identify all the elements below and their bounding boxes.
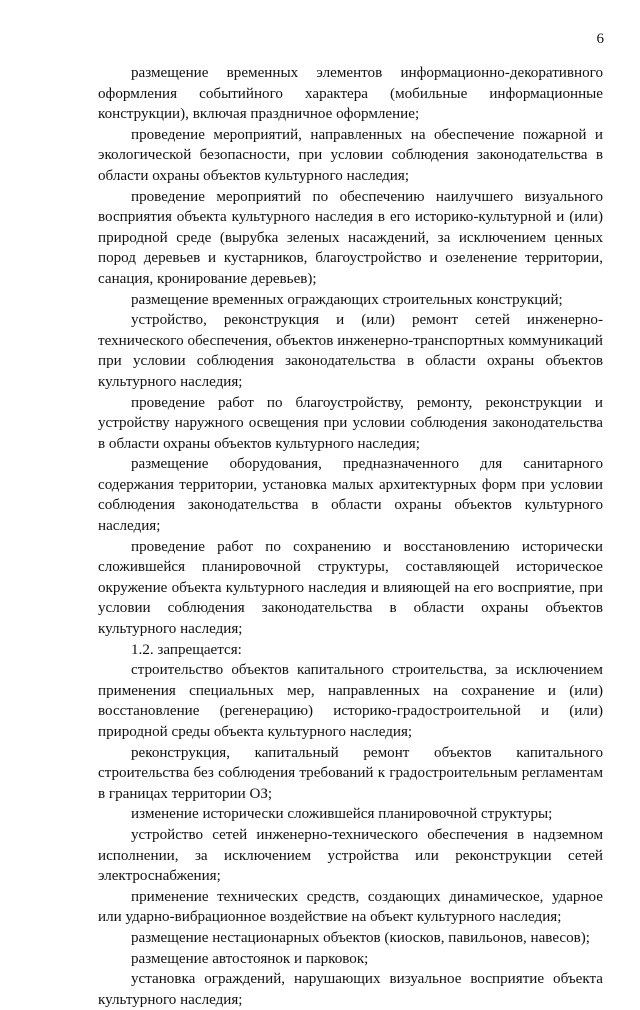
- paragraph: проведение мероприятий, направленных на обеспечение пожарной и экологической безопасности, при условии соблюдения законодательства в области охраны объектов культурного наследия;: [98, 126, 603, 184]
- paragraph: размещение временных элементов информационно-декоративного оформления событийного характера (мобильные информационные конструкции), включая праздничное оформление;: [98, 65, 603, 123]
- paragraph: устройство сетей инженерно-технического обеспечения в надземном исполнении, за исключением устройства или реконструкции сетей электроснабжения;: [98, 826, 603, 885]
- paragraph: изменение исторически сложившейся планировочной структуры;: [131, 806, 553, 823]
- paragraph: размещение автостоянок и парковок;: [131, 950, 369, 967]
- paragraph: применение технических средств, создающих динамическое, ударное или ударно-вибрационное воздействие на объект культурного наследия;: [98, 888, 603, 926]
- paragraph: проведение мероприятий по обеспечению наилучшего визуального восприятия объекта культурного наследия в его историко-культурной и (или) природной среде (вырубка зеленых насаждений, за исключением ценных пород деревьев и кустарников, благоустройство и озеленение территории, санация, кронирование деревьев);: [98, 188, 603, 287]
- paragraph: устройство, реконструкция и (или) ремонт сетей инженерно-технического обеспечения, объектов инженерно-транспортных коммуникаций при условии соблюдения законодательства в области охраны объектов культурного наследия;: [98, 312, 603, 390]
- paragraph: размещение нестационарных объектов (киосков, павильонов, навесов);: [131, 929, 590, 946]
- paragraph: реконструкция, капитальный ремонт объектов капитального строительства без соблюдения требований к градостроительным регламентам в границах территории ОЗ;: [98, 744, 603, 802]
- page-number: 6: [596, 31, 604, 47]
- paragraph: размещение оборудования, предназначенного для санитарного содержания территории, установка малых архитектурных форм при условии соблюдения законодательства в области охраны объектов культурного наследия;: [98, 456, 603, 535]
- paragraph: проведение работ по сохранению и восстановлению исторически сложившейся планировочной структуры, составляющей историческое окружение объекта культурного наследия и влияющей на его восприятие, при условии соблюдения законодательства в области охраны объектов культурного наследия;: [98, 538, 603, 638]
- section-heading: 1.2. запрещается:: [131, 641, 242, 658]
- paragraph: установка ограждений, нарушающих визуальное восприятие объекта культурного наследия;: [98, 971, 603, 1008]
- paragraph: проведение работ по благоустройству, ремонту, реконструкции и устройству наружного освещения при условии соблюдения законодательства в области охраны объектов культурного наследия;: [98, 394, 603, 452]
- paragraph: строительство объектов капитального строительства, за исключением применения специальных мер, направленных на сохранение и (или) восстановление (регенерацию) историко-градостроительной и (или) природной среды объекта культурного наследия;: [98, 662, 603, 740]
- document-body: [98, 63, 603, 1010]
- paragraph: размещение временных ограждающих строительных конструкций;: [131, 291, 563, 308]
